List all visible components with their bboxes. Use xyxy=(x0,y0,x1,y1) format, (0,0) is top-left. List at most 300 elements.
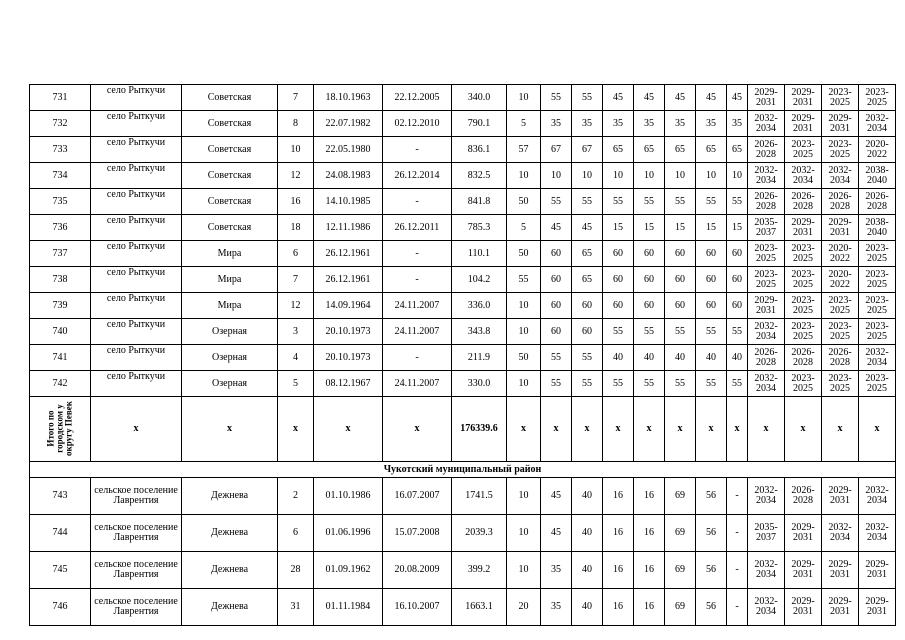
repair-period-cell: 2029- 2031 xyxy=(822,215,859,241)
street-cell: Советская xyxy=(182,189,278,215)
wear-percent-cell: 55 xyxy=(572,189,603,215)
total-x: x xyxy=(541,397,572,462)
table-body-chukotsky xyxy=(30,478,896,626)
wear-percent-cell: 40 xyxy=(572,589,603,626)
settlement-cell: село Рыткучи xyxy=(91,267,182,293)
date-registered-cell: 02.12.2010 xyxy=(383,111,452,137)
wear-percent-cell: 55 xyxy=(727,319,748,345)
repair-period-cell: 2026- 2028 xyxy=(822,345,859,371)
wear-percent-cell: 69 xyxy=(665,589,696,626)
date-registered-cell: 20.08.2009 xyxy=(383,552,452,589)
area-cell: 1663.1 xyxy=(452,589,507,626)
total-x: x xyxy=(383,397,452,462)
wear-percent-cell: 35 xyxy=(665,111,696,137)
table-row xyxy=(30,241,896,267)
wear-percent-cell: 55 xyxy=(603,371,634,397)
wear-percent-cell: 55 xyxy=(727,371,748,397)
wear-percent-cell: 35 xyxy=(696,111,727,137)
street-cell: Дежнева xyxy=(182,552,278,589)
wear-percent-cell: 55 xyxy=(572,371,603,397)
wear-percent-cell: 60 xyxy=(603,293,634,319)
row-number-cell: 744 xyxy=(30,515,91,552)
wear-percent-cell: 60 xyxy=(727,267,748,293)
repair-period-cell: 2029- 2031 xyxy=(785,111,822,137)
area-cell: 336.0 xyxy=(452,293,507,319)
wear-percent-cell: 60 xyxy=(541,293,572,319)
wear-percent-cell: 56 xyxy=(696,552,727,589)
wear-percent-cell: 55 xyxy=(696,189,727,215)
date-registered-cell: 24.11.2007 xyxy=(383,371,452,397)
repair-period-cell: 2035- 2037 xyxy=(748,515,785,552)
area-cell: 785.3 xyxy=(452,215,507,241)
wear-percent-cell: 60 xyxy=(634,241,665,267)
house-number-cell: 18 xyxy=(278,215,314,241)
repair-period-cell: 2029- 2031 xyxy=(822,478,859,515)
repair-period-cell: 2026- 2028 xyxy=(748,345,785,371)
wear-percent-cell: 55 xyxy=(541,189,572,215)
repair-period-cell: 2020- 2022 xyxy=(859,137,896,163)
wear-percent-cell: 57 xyxy=(507,137,541,163)
wear-percent-cell: - xyxy=(727,478,748,515)
street-cell: Мира xyxy=(182,241,278,267)
wear-percent-cell: 16 xyxy=(603,589,634,626)
table-row xyxy=(30,552,896,589)
date-built-cell: 22.05.1980 xyxy=(314,137,383,163)
row-number-cell: 737 xyxy=(30,241,91,267)
wear-percent-cell: 35 xyxy=(634,111,665,137)
wear-percent-cell: 10 xyxy=(507,85,541,111)
settlement-cell: село Рыткучи xyxy=(91,215,182,241)
settlement-cell: село Рыткучи xyxy=(91,137,182,163)
wear-percent-cell: 65 xyxy=(634,137,665,163)
wear-percent-cell: 60 xyxy=(696,267,727,293)
wear-percent-cell: 16 xyxy=(634,515,665,552)
repair-period-cell: 2023- 2025 xyxy=(859,241,896,267)
wear-percent-cell: 45 xyxy=(541,515,572,552)
repair-period-cell: 2023- 2025 xyxy=(822,319,859,345)
date-registered-cell: 16.10.2007 xyxy=(383,589,452,626)
repair-period-cell: 2023- 2025 xyxy=(748,241,785,267)
repair-period-cell: 2032- 2034 xyxy=(748,319,785,345)
wear-percent-cell: 55 xyxy=(696,319,727,345)
street-cell: Советская xyxy=(182,111,278,137)
wear-percent-cell: 15 xyxy=(634,215,665,241)
total-x: x xyxy=(665,397,696,462)
table-row xyxy=(30,319,896,345)
repair-period-cell: 2023- 2025 xyxy=(859,371,896,397)
date-registered-cell: - xyxy=(383,137,452,163)
wear-percent-cell: 55 xyxy=(727,189,748,215)
settlement-cell: село Рыткучи xyxy=(91,293,182,319)
wear-percent-cell: 45 xyxy=(727,85,748,111)
repair-period-cell: 2023- 2025 xyxy=(748,267,785,293)
wear-percent-cell: 65 xyxy=(572,267,603,293)
house-number-cell: 16 xyxy=(278,189,314,215)
repair-period-cell: 2029- 2031 xyxy=(859,589,896,626)
total-label-cell xyxy=(30,397,91,462)
total-x: x xyxy=(696,397,727,462)
repair-period-cell: 2023- 2025 xyxy=(859,293,896,319)
repair-period-cell: 2023- 2025 xyxy=(822,85,859,111)
wear-percent-cell: 69 xyxy=(665,552,696,589)
repair-period-cell: 2020- 2022 xyxy=(822,241,859,267)
wear-percent-cell: 10 xyxy=(603,163,634,189)
date-built-cell: 14.10.1985 xyxy=(314,189,383,215)
row-number-cell: 733 xyxy=(30,137,91,163)
settlement-cell: село Рыткучи xyxy=(91,319,182,345)
wear-percent-cell: 45 xyxy=(634,85,665,111)
area-cell: 1741.5 xyxy=(452,478,507,515)
wear-percent-cell: 69 xyxy=(665,515,696,552)
wear-percent-cell: 15 xyxy=(665,215,696,241)
wear-percent-cell: 60 xyxy=(727,241,748,267)
date-built-cell: 20.10.1973 xyxy=(314,319,383,345)
street-cell: Советская xyxy=(182,137,278,163)
wear-percent-cell: 55 xyxy=(634,189,665,215)
date-registered-cell: - xyxy=(383,189,452,215)
wear-percent-cell: 69 xyxy=(665,478,696,515)
wear-percent-cell: 10 xyxy=(507,163,541,189)
wear-percent-cell: 55 xyxy=(665,319,696,345)
wear-percent-cell: 60 xyxy=(665,267,696,293)
repair-period-cell: 2032- 2034 xyxy=(748,111,785,137)
area-cell: 399.2 xyxy=(452,552,507,589)
wear-percent-cell: 20 xyxy=(507,589,541,626)
total-x: x xyxy=(572,397,603,462)
wear-percent-cell: 10 xyxy=(696,163,727,189)
house-number-cell: 31 xyxy=(278,589,314,626)
row-number-cell: 745 xyxy=(30,552,91,589)
table-row xyxy=(30,267,896,293)
wear-percent-cell: 45 xyxy=(696,85,727,111)
wear-percent-cell: 67 xyxy=(541,137,572,163)
repair-period-cell: 2026- 2028 xyxy=(822,189,859,215)
table-row xyxy=(30,515,896,552)
date-built-cell: 01.10.1986 xyxy=(314,478,383,515)
repair-period-cell: 2035- 2037 xyxy=(748,215,785,241)
wear-percent-cell: 40 xyxy=(634,345,665,371)
house-number-cell: 6 xyxy=(278,515,314,552)
total-area: 176339.6 xyxy=(452,397,507,462)
wear-percent-cell: 55 xyxy=(696,371,727,397)
wear-percent-cell: 65 xyxy=(572,241,603,267)
table-row xyxy=(30,293,896,319)
repair-period-cell: 2032- 2034 xyxy=(859,478,896,515)
repair-period-cell: 2023- 2025 xyxy=(785,319,822,345)
wear-percent-cell: 16 xyxy=(603,515,634,552)
street-cell: Озерная xyxy=(182,345,278,371)
wear-percent-cell: 60 xyxy=(634,267,665,293)
housing-table xyxy=(29,84,896,626)
repair-period-cell: 2029- 2031 xyxy=(748,293,785,319)
date-built-cell: 26.12.1961 xyxy=(314,241,383,267)
date-built-cell: 01.11.1984 xyxy=(314,589,383,626)
house-number-cell: 28 xyxy=(278,552,314,589)
wear-percent-cell: 10 xyxy=(507,478,541,515)
wear-percent-cell: 60 xyxy=(541,267,572,293)
total-x: x xyxy=(278,397,314,462)
settlement-cell: село Рыткучи xyxy=(91,241,182,267)
street-cell: Мира xyxy=(182,267,278,293)
area-cell: 330.0 xyxy=(452,371,507,397)
wear-percent-cell: 15 xyxy=(727,215,748,241)
area-cell: 841.8 xyxy=(452,189,507,215)
repair-period-cell: 2029- 2031 xyxy=(785,215,822,241)
wear-percent-cell: 55 xyxy=(603,189,634,215)
table-row xyxy=(30,85,896,111)
table-row xyxy=(30,189,896,215)
date-registered-cell: - xyxy=(383,241,452,267)
total-x: x xyxy=(603,397,634,462)
table-body-pevek xyxy=(30,85,896,397)
wear-percent-cell: 10 xyxy=(572,163,603,189)
settlement-cell: село Рыткучи xyxy=(91,371,182,397)
date-registered-cell: - xyxy=(383,267,452,293)
date-registered-cell: - xyxy=(383,345,452,371)
wear-percent-cell: 35 xyxy=(541,111,572,137)
wear-percent-cell: 40 xyxy=(727,345,748,371)
wear-percent-cell: 15 xyxy=(696,215,727,241)
street-cell: Озерная xyxy=(182,371,278,397)
total-x: x xyxy=(822,397,859,462)
wear-percent-cell: 10 xyxy=(507,371,541,397)
wear-percent-cell: 10 xyxy=(634,163,665,189)
area-cell: 2039.3 xyxy=(452,515,507,552)
wear-percent-cell: 55 xyxy=(572,85,603,111)
table-row xyxy=(30,371,896,397)
wear-percent-cell: 60 xyxy=(541,319,572,345)
total-label: Итого по городском у округу Певек xyxy=(45,401,74,456)
date-built-cell: 26.12.1961 xyxy=(314,267,383,293)
wear-percent-cell: 55 xyxy=(634,371,665,397)
table-row xyxy=(30,478,896,515)
repair-period-cell: 2023- 2025 xyxy=(785,293,822,319)
repair-period-cell: 2020- 2022 xyxy=(822,267,859,293)
row-number-cell: 739 xyxy=(30,293,91,319)
total-x: x xyxy=(91,397,182,462)
wear-percent-cell: 55 xyxy=(665,189,696,215)
wear-percent-cell: 60 xyxy=(572,319,603,345)
street-cell: Дежнева xyxy=(182,589,278,626)
wear-percent-cell: 40 xyxy=(572,478,603,515)
wear-percent-cell: 15 xyxy=(603,215,634,241)
wear-percent-cell: - xyxy=(727,515,748,552)
date-built-cell: 12.11.1986 xyxy=(314,215,383,241)
wear-percent-cell: 67 xyxy=(572,137,603,163)
wear-percent-cell: 60 xyxy=(727,293,748,319)
settlement-cell: сельское поселение Лаврентия xyxy=(91,515,182,552)
settlement-cell: село Рыткучи xyxy=(91,163,182,189)
wear-percent-cell: 55 xyxy=(634,319,665,345)
date-registered-cell: 15.07.2008 xyxy=(383,515,452,552)
repair-period-cell: 2023- 2025 xyxy=(822,371,859,397)
wear-percent-cell: 50 xyxy=(507,345,541,371)
repair-period-cell: 2023- 2025 xyxy=(822,137,859,163)
settlement-cell: сельское поселение Лаврентия xyxy=(91,552,182,589)
wear-percent-cell: 55 xyxy=(541,371,572,397)
wear-percent-cell: 16 xyxy=(603,478,634,515)
repair-period-cell: 2023- 2025 xyxy=(785,241,822,267)
repair-period-cell: 2023- 2025 xyxy=(859,267,896,293)
table-row xyxy=(30,163,896,189)
settlement-cell: сельское поселение Лаврентия xyxy=(91,478,182,515)
wear-percent-cell: 40 xyxy=(696,345,727,371)
house-number-cell: 4 xyxy=(278,345,314,371)
wear-percent-cell: 40 xyxy=(572,515,603,552)
street-cell: Озерная xyxy=(182,319,278,345)
repair-period-cell: 2029- 2031 xyxy=(785,589,822,626)
house-number-cell: 3 xyxy=(278,319,314,345)
street-cell: Советская xyxy=(182,215,278,241)
wear-percent-cell: 56 xyxy=(696,589,727,626)
row-number-cell: 734 xyxy=(30,163,91,189)
wear-percent-cell: 40 xyxy=(572,552,603,589)
wear-percent-cell: 56 xyxy=(696,515,727,552)
date-built-cell: 22.07.1982 xyxy=(314,111,383,137)
date-registered-cell: 26.12.2011 xyxy=(383,215,452,241)
area-cell: 832.5 xyxy=(452,163,507,189)
date-built-cell: 20.10.1973 xyxy=(314,345,383,371)
wear-percent-cell: 10 xyxy=(665,163,696,189)
row-number-cell: 740 xyxy=(30,319,91,345)
repair-period-cell: 2023- 2025 xyxy=(859,85,896,111)
repair-period-cell: 2032- 2034 xyxy=(748,371,785,397)
wear-percent-cell: 40 xyxy=(603,345,634,371)
date-built-cell: 08.12.1967 xyxy=(314,371,383,397)
wear-percent-cell: 35 xyxy=(603,111,634,137)
wear-percent-cell: 65 xyxy=(727,137,748,163)
repair-period-cell: 2026- 2028 xyxy=(785,345,822,371)
wear-percent-cell: 10 xyxy=(507,515,541,552)
wear-percent-cell: 55 xyxy=(603,319,634,345)
house-number-cell: 12 xyxy=(278,163,314,189)
total-x: x xyxy=(748,397,785,462)
repair-period-cell: 2029- 2031 xyxy=(822,589,859,626)
street-cell: Дежнева xyxy=(182,478,278,515)
wear-percent-cell: 45 xyxy=(541,215,572,241)
repair-period-cell: 2038- 2040 xyxy=(859,215,896,241)
total-x: x xyxy=(314,397,383,462)
wear-percent-cell: - xyxy=(727,552,748,589)
repair-period-cell: 2029- 2031 xyxy=(748,85,785,111)
wear-percent-cell: 35 xyxy=(572,111,603,137)
date-registered-cell: 16.07.2007 xyxy=(383,478,452,515)
house-number-cell: 7 xyxy=(278,267,314,293)
date-registered-cell: 26.12.2014 xyxy=(383,163,452,189)
row-number-cell: 735 xyxy=(30,189,91,215)
total-x: x xyxy=(507,397,541,462)
repair-period-cell: 2026- 2028 xyxy=(859,189,896,215)
repair-period-cell: 2023- 2025 xyxy=(785,371,822,397)
total-x: x xyxy=(859,397,896,462)
repair-period-cell: 2038- 2040 xyxy=(859,163,896,189)
wear-percent-cell: 45 xyxy=(541,478,572,515)
wear-percent-cell: 16 xyxy=(603,552,634,589)
house-number-cell: 10 xyxy=(278,137,314,163)
repair-period-cell: 2032- 2034 xyxy=(859,345,896,371)
wear-percent-cell: 10 xyxy=(541,163,572,189)
house-number-cell: 6 xyxy=(278,241,314,267)
repair-period-cell: 2032- 2034 xyxy=(748,589,785,626)
table-row xyxy=(30,345,896,371)
repair-period-cell: 2023- 2025 xyxy=(859,319,896,345)
wear-percent-cell: 65 xyxy=(665,137,696,163)
wear-percent-cell: 35 xyxy=(727,111,748,137)
row-number-cell: 731 xyxy=(30,85,91,111)
wear-percent-cell: 45 xyxy=(665,85,696,111)
repair-period-cell: 2032- 2034 xyxy=(859,111,896,137)
wear-percent-cell: 60 xyxy=(696,293,727,319)
total-section xyxy=(30,397,896,478)
repair-period-cell: 2023- 2025 xyxy=(822,293,859,319)
table-row xyxy=(30,589,896,626)
wear-percent-cell: 45 xyxy=(603,85,634,111)
total-x: x xyxy=(785,397,822,462)
area-cell: 110.1 xyxy=(452,241,507,267)
date-built-cell: 01.06.1996 xyxy=(314,515,383,552)
wear-percent-cell: 60 xyxy=(665,241,696,267)
wear-percent-cell: 65 xyxy=(603,137,634,163)
repair-period-cell: 2029- 2031 xyxy=(785,552,822,589)
wear-percent-cell: 60 xyxy=(634,293,665,319)
area-cell: 340.0 xyxy=(452,85,507,111)
row-number-cell: 743 xyxy=(30,478,91,515)
area-cell: 790.1 xyxy=(452,111,507,137)
wear-percent-cell: - xyxy=(727,589,748,626)
wear-percent-cell: 35 xyxy=(541,589,572,626)
repair-period-cell: 2032- 2034 xyxy=(822,163,859,189)
wear-percent-cell: 60 xyxy=(696,241,727,267)
wear-percent-cell: 65 xyxy=(696,137,727,163)
wear-percent-cell: 16 xyxy=(634,589,665,626)
table-row xyxy=(30,137,896,163)
total-x: x xyxy=(634,397,665,462)
row-number-cell: 742 xyxy=(30,371,91,397)
repair-period-cell: 2023- 2025 xyxy=(785,137,822,163)
wear-percent-cell: 10 xyxy=(507,319,541,345)
area-cell: 104.2 xyxy=(452,267,507,293)
row-number-cell: 746 xyxy=(30,589,91,626)
house-number-cell: 2 xyxy=(278,478,314,515)
house-number-cell: 12 xyxy=(278,293,314,319)
wear-percent-cell: 55 xyxy=(572,345,603,371)
wear-percent-cell: 60 xyxy=(541,241,572,267)
wear-percent-cell: 45 xyxy=(572,215,603,241)
house-number-cell: 7 xyxy=(278,85,314,111)
repair-period-cell: 2026- 2028 xyxy=(748,137,785,163)
repair-period-cell: 2032- 2034 xyxy=(748,552,785,589)
wear-percent-cell: 60 xyxy=(665,293,696,319)
wear-percent-cell: 60 xyxy=(603,241,634,267)
wear-percent-cell: 55 xyxy=(541,345,572,371)
section-title: Чукотский муниципальный район xyxy=(30,462,896,478)
wear-percent-cell: 55 xyxy=(541,85,572,111)
repair-period-cell: 2029- 2031 xyxy=(822,552,859,589)
wear-percent-cell: 50 xyxy=(507,189,541,215)
settlement-cell: село Рыткучи xyxy=(91,85,182,111)
row-number-cell: 736 xyxy=(30,215,91,241)
date-built-cell: 14.09.1964 xyxy=(314,293,383,319)
settlement-cell: сельское поселение Лаврентия xyxy=(91,589,182,626)
repair-period-cell: 2026- 2028 xyxy=(785,189,822,215)
repair-period-cell: 2029- 2031 xyxy=(859,552,896,589)
wear-percent-cell: 60 xyxy=(603,267,634,293)
total-x: x xyxy=(182,397,278,462)
house-number-cell: 8 xyxy=(278,111,314,137)
street-cell: Мира xyxy=(182,293,278,319)
wear-percent-cell: 60 xyxy=(572,293,603,319)
wear-percent-cell: 50 xyxy=(507,241,541,267)
